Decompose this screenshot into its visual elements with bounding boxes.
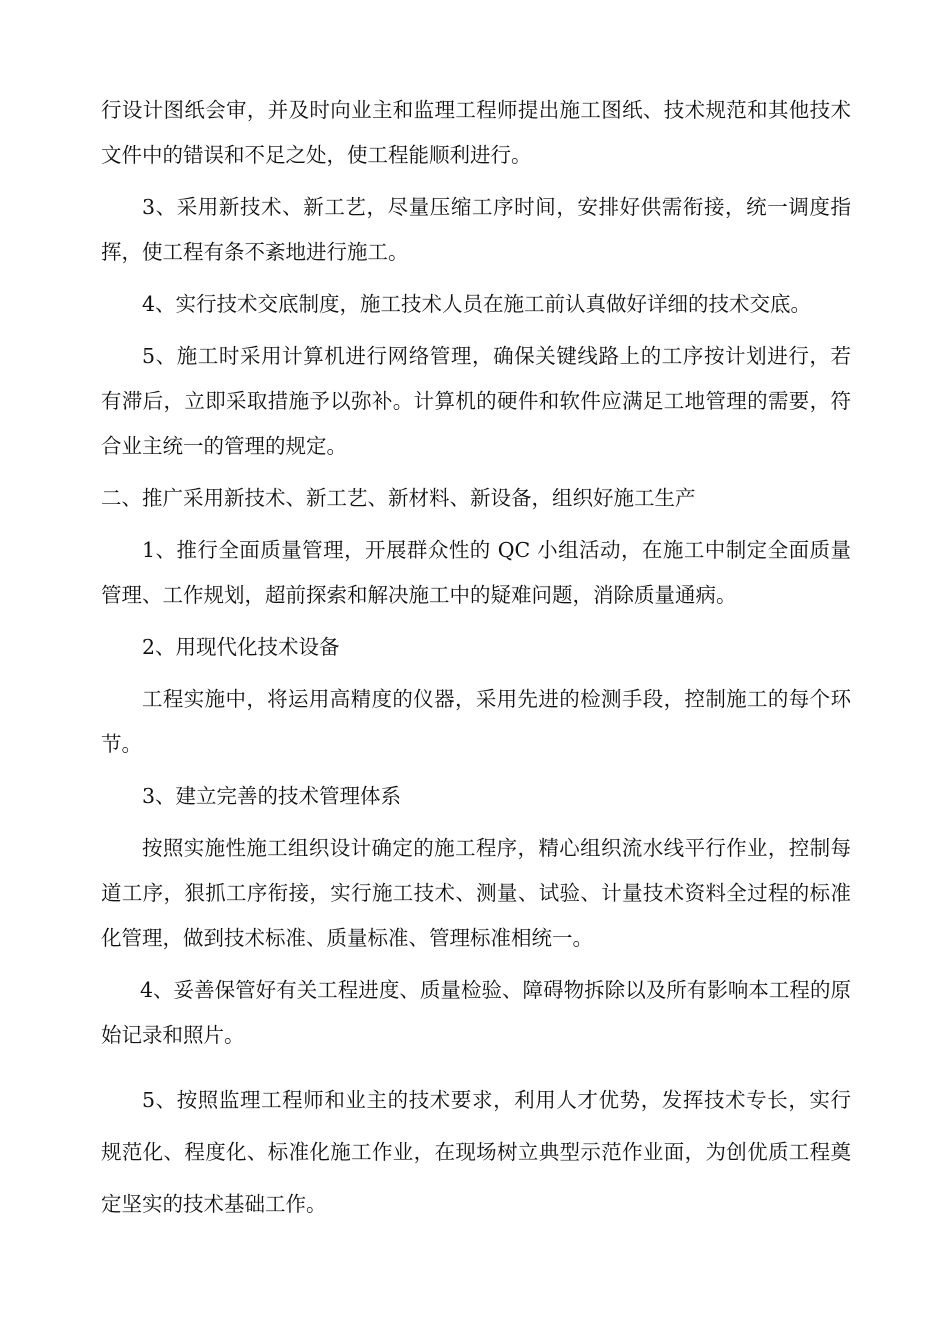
paragraph-item-1-quality-management: 1、推行全面质量管理，开展群众性的 QC 小组活动，在施工中制定全面质量管理、工作规划，超前探索和解决施工中的疑难问题，消除质量通病。 <box>101 538 851 607</box>
paragraph-precision-instruments: 工程实施中，将运用高精度的仪器，采用先进的检测手段，控制施工的每个环节。 <box>101 687 851 756</box>
paragraph-item-5-technical-requirements: 5、按照监理工程师和业主的技术要求，利用人才优势，发挥技术专长，实行规范化、程度化、标准化施工作业，在现场树立典型示范作业面，为创优质工程奠定坚实的技术基础工作。 <box>101 1088 851 1216</box>
document-body <box>101 88 851 1237</box>
paragraph-item-3-new-tech: 3、采用新技术、新工艺，尽量压缩工序时间，安排好供需衔接，统一调度指挥，使工程有条不紊地进行施工。 <box>101 195 851 264</box>
paragraph-item-2-modern-equipment: 2、用现代化技术设备 <box>142 635 340 659</box>
section-heading-2: 二、推广采用新技术、新工艺、新材料、新设备，组织好施工生产 <box>101 486 696 510</box>
paragraph-construction-procedure: 按照实施性施工组织设计确定的施工程序，精心组织流水线平行作业，控制每道工序，狠抓工序衔接，实行施工技术、测量、试验、计量技术资料全过程的标准化管理，做到技术标准、质量标准、管理标准相统一。 <box>101 836 851 950</box>
paragraph-item-4-tech-briefing: 4、实行技术交底制度，施工技术人员在施工前认真做好详细的技术交底。 <box>142 292 812 316</box>
paragraph-item-5-network-management: 5、施工时采用计算机进行网络管理，确保关键线路上的工序按计划进行，若有滞后，立即采取措施予以弥补。计算机的硬件和软件应满足工地管理的需要，符合业主统一的管理的规定。 <box>101 344 851 458</box>
paragraph-item-3-management-system: 3、建立完善的技术管理体系 <box>142 784 402 808</box>
paragraph-continuation: 行设计图纸会审，并及时向业主和监理工程师提出施工图纸、技术规范和其他技术文件中的错误和不足之处，使工程能顺利进行。 <box>101 98 851 167</box>
paragraph-item-4-records: 4、妥善保管好有关工程进度、质量检验、障碍物拆除以及所有影响本工程的原始记录和照片。 <box>101 978 851 1047</box>
